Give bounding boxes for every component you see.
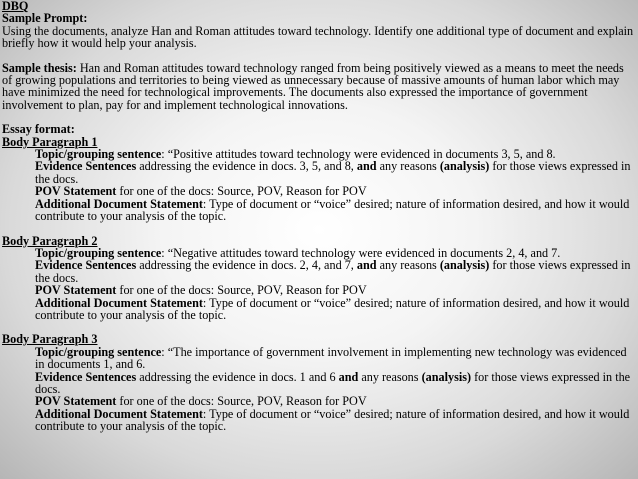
additional-label: Additional Document Statement (35, 196, 203, 211)
and-word: and (356, 159, 377, 174)
body-paragraph-3 (2, 333, 634, 432)
evidence-text: addressing the evidence in docs. 1 and 6 (136, 369, 339, 384)
prompt-label: Sample Prompt: (2, 11, 88, 26)
additional-label: Additional Document Statement (35, 295, 203, 310)
evidence-sentences (2, 371, 634, 396)
evidence-label: Evidence Sentences (35, 258, 137, 273)
evidence-text: addressing the evidence in docs. 2, 4, and 7, (136, 258, 357, 273)
analysis-word: (analysis) (439, 258, 490, 273)
sample-thesis (2, 62, 634, 112)
evidence-post: for those views expressed in the docs. (35, 159, 631, 186)
essay-format-heading: Essay format: (2, 122, 75, 137)
and-word: and (356, 258, 377, 273)
additional-document-statement (2, 297, 634, 322)
pov-text: for one of the docs: Source, POV, Reason for POV (116, 184, 367, 199)
analysis-word: (analysis) (439, 159, 490, 174)
body-paragraph-1 (2, 136, 634, 223)
topic-text: : “Negative attitudes toward technology were evidenced in documents 2, 4, and 7. (161, 245, 561, 260)
evidence-mid: any reasons (358, 369, 422, 384)
prompt-text: Using the documents, analyze Han and Roman attitudes toward technology. Identify one additional type of document and explain briefly how it would help your analysis. (2, 23, 634, 51)
additional-text: : Type of document or “voice” desired; nature of information desired, and how it would contribute to your analysis of the topic. (35, 295, 630, 322)
analysis-word: (analysis) (421, 369, 472, 384)
evidence-post: for those views expressed in the docs. (35, 369, 631, 396)
additional-text: : Type of document or “voice” desired; nature of information desired, and how it would contribute to your analysis of the topic. (35, 196, 630, 224)
evidence-sentences (2, 160, 634, 185)
paragraph-heading: Body Paragraph 3 (2, 332, 98, 347)
evidence-post: for those views expressed in the docs. (35, 258, 631, 285)
thesis-label: Sample thesis: (2, 60, 77, 75)
evidence-text: addressing the evidence in docs. 3, 5, and 8, (136, 159, 357, 174)
evidence-mid: any reasons (376, 159, 440, 174)
pov-text: for one of the docs: Source, POV, Reason for POV (116, 283, 367, 298)
document-header: DBQ (2, 0, 29, 13)
additional-label: Additional Document Statement (35, 406, 203, 421)
pov-label: POV Statement (35, 283, 117, 298)
paragraph-heading: Body Paragraph 1 (2, 134, 98, 149)
pov-label: POV Statement (35, 184, 117, 199)
evidence-label: Evidence Sentences (35, 159, 137, 174)
body-paragraph-2 (2, 235, 634, 322)
topic-text: : “Positive attitudes toward technology were evidenced in documents 3, 5, and 8. (161, 147, 556, 162)
topic-sentence (2, 346, 634, 371)
additional-document-statement (2, 198, 634, 223)
additional-text: : Type of document or “voice” desired; nature of information desired, and how it would contribute to your analysis of the topic. (35, 406, 630, 434)
evidence-sentences (2, 259, 634, 284)
evidence-mid: any reasons (376, 258, 440, 273)
evidence-label: Evidence Sentences (35, 369, 137, 384)
additional-document-statement (2, 408, 634, 433)
topic-text: : “The importance of government involvement in implementing new technology was evidenced in documents 1, and 6. (35, 344, 627, 372)
sample-prompt (2, 12, 634, 49)
pov-text: for one of the docs: Source, POV, Reason for POV (116, 394, 367, 409)
and-word: and (338, 369, 359, 384)
topic-label: Topic/grouping sentence (35, 147, 162, 162)
paragraph-heading: Body Paragraph 2 (2, 233, 98, 248)
topic-label: Topic/grouping sentence (35, 344, 162, 359)
pov-label: POV Statement (35, 394, 117, 409)
thesis-text: Han and Roman attitudes toward technology ranged from being positively viewed as a means to meet the needs of growing populations and territories to being viewed as unnecessary because of massive amounts of human labor which may have minimized the need for technological improvements. The documents also expressed the importance of government involvement to plan, pay for and implement technological innovations. (2, 60, 624, 112)
topic-label: Topic/grouping sentence (35, 245, 162, 260)
